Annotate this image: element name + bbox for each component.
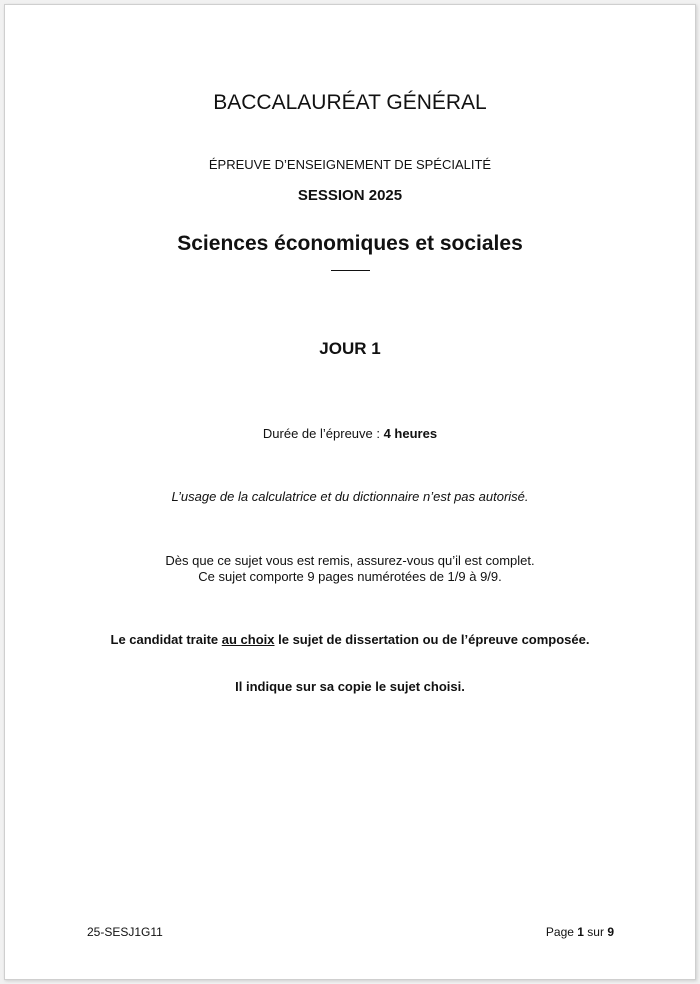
choice-after: le sujet de dissertation ou de l’épreuve composée.: [274, 632, 590, 647]
complete-notice: Dès que ce sujet vous est remis, assurez-vous qu’il est complet.: [165, 553, 535, 568]
footer-page-number: [546, 925, 614, 939]
indicate-notice: Il indique sur sa copie le sujet choisi.: [235, 679, 465, 694]
exam-subject: Sciences économiques et sociales: [177, 232, 523, 255]
duration-label: Durée de l’épreuve :: [262, 426, 384, 441]
exam-subtitle: ÉPREUVE D’ENSEIGNEMENT DE SPÉCIALITÉ: [208, 157, 492, 172]
exam-day: JOUR 1: [319, 339, 381, 358]
choice-notice: [5, 632, 695, 647]
duration-value: 4 heures: [383, 426, 438, 441]
choice-before: Le candidat traite: [110, 632, 222, 647]
duration-line: [5, 426, 695, 441]
exam-title: BACCALAURÉAT GÉNÉRAL: [213, 91, 487, 114]
calculator-notice: L’usage de la calculatrice et du dictionnaire n’est pas autorisé.: [171, 489, 529, 504]
footer-code: 25-SESJ1G11: [87, 925, 163, 939]
title-divider: [331, 270, 370, 271]
page-total: 9: [607, 925, 614, 939]
document-page: [4, 4, 696, 980]
page-current: 1: [577, 925, 584, 939]
exam-session: SESSION 2025: [297, 187, 403, 204]
page-prefix: Page: [545, 925, 578, 939]
choice-underlined: au choix: [221, 632, 275, 647]
page-mid: sur: [583, 925, 608, 939]
pages-notice: Ce sujet comporte 9 pages numérotées de 1/9 à 9/9.: [198, 569, 502, 584]
